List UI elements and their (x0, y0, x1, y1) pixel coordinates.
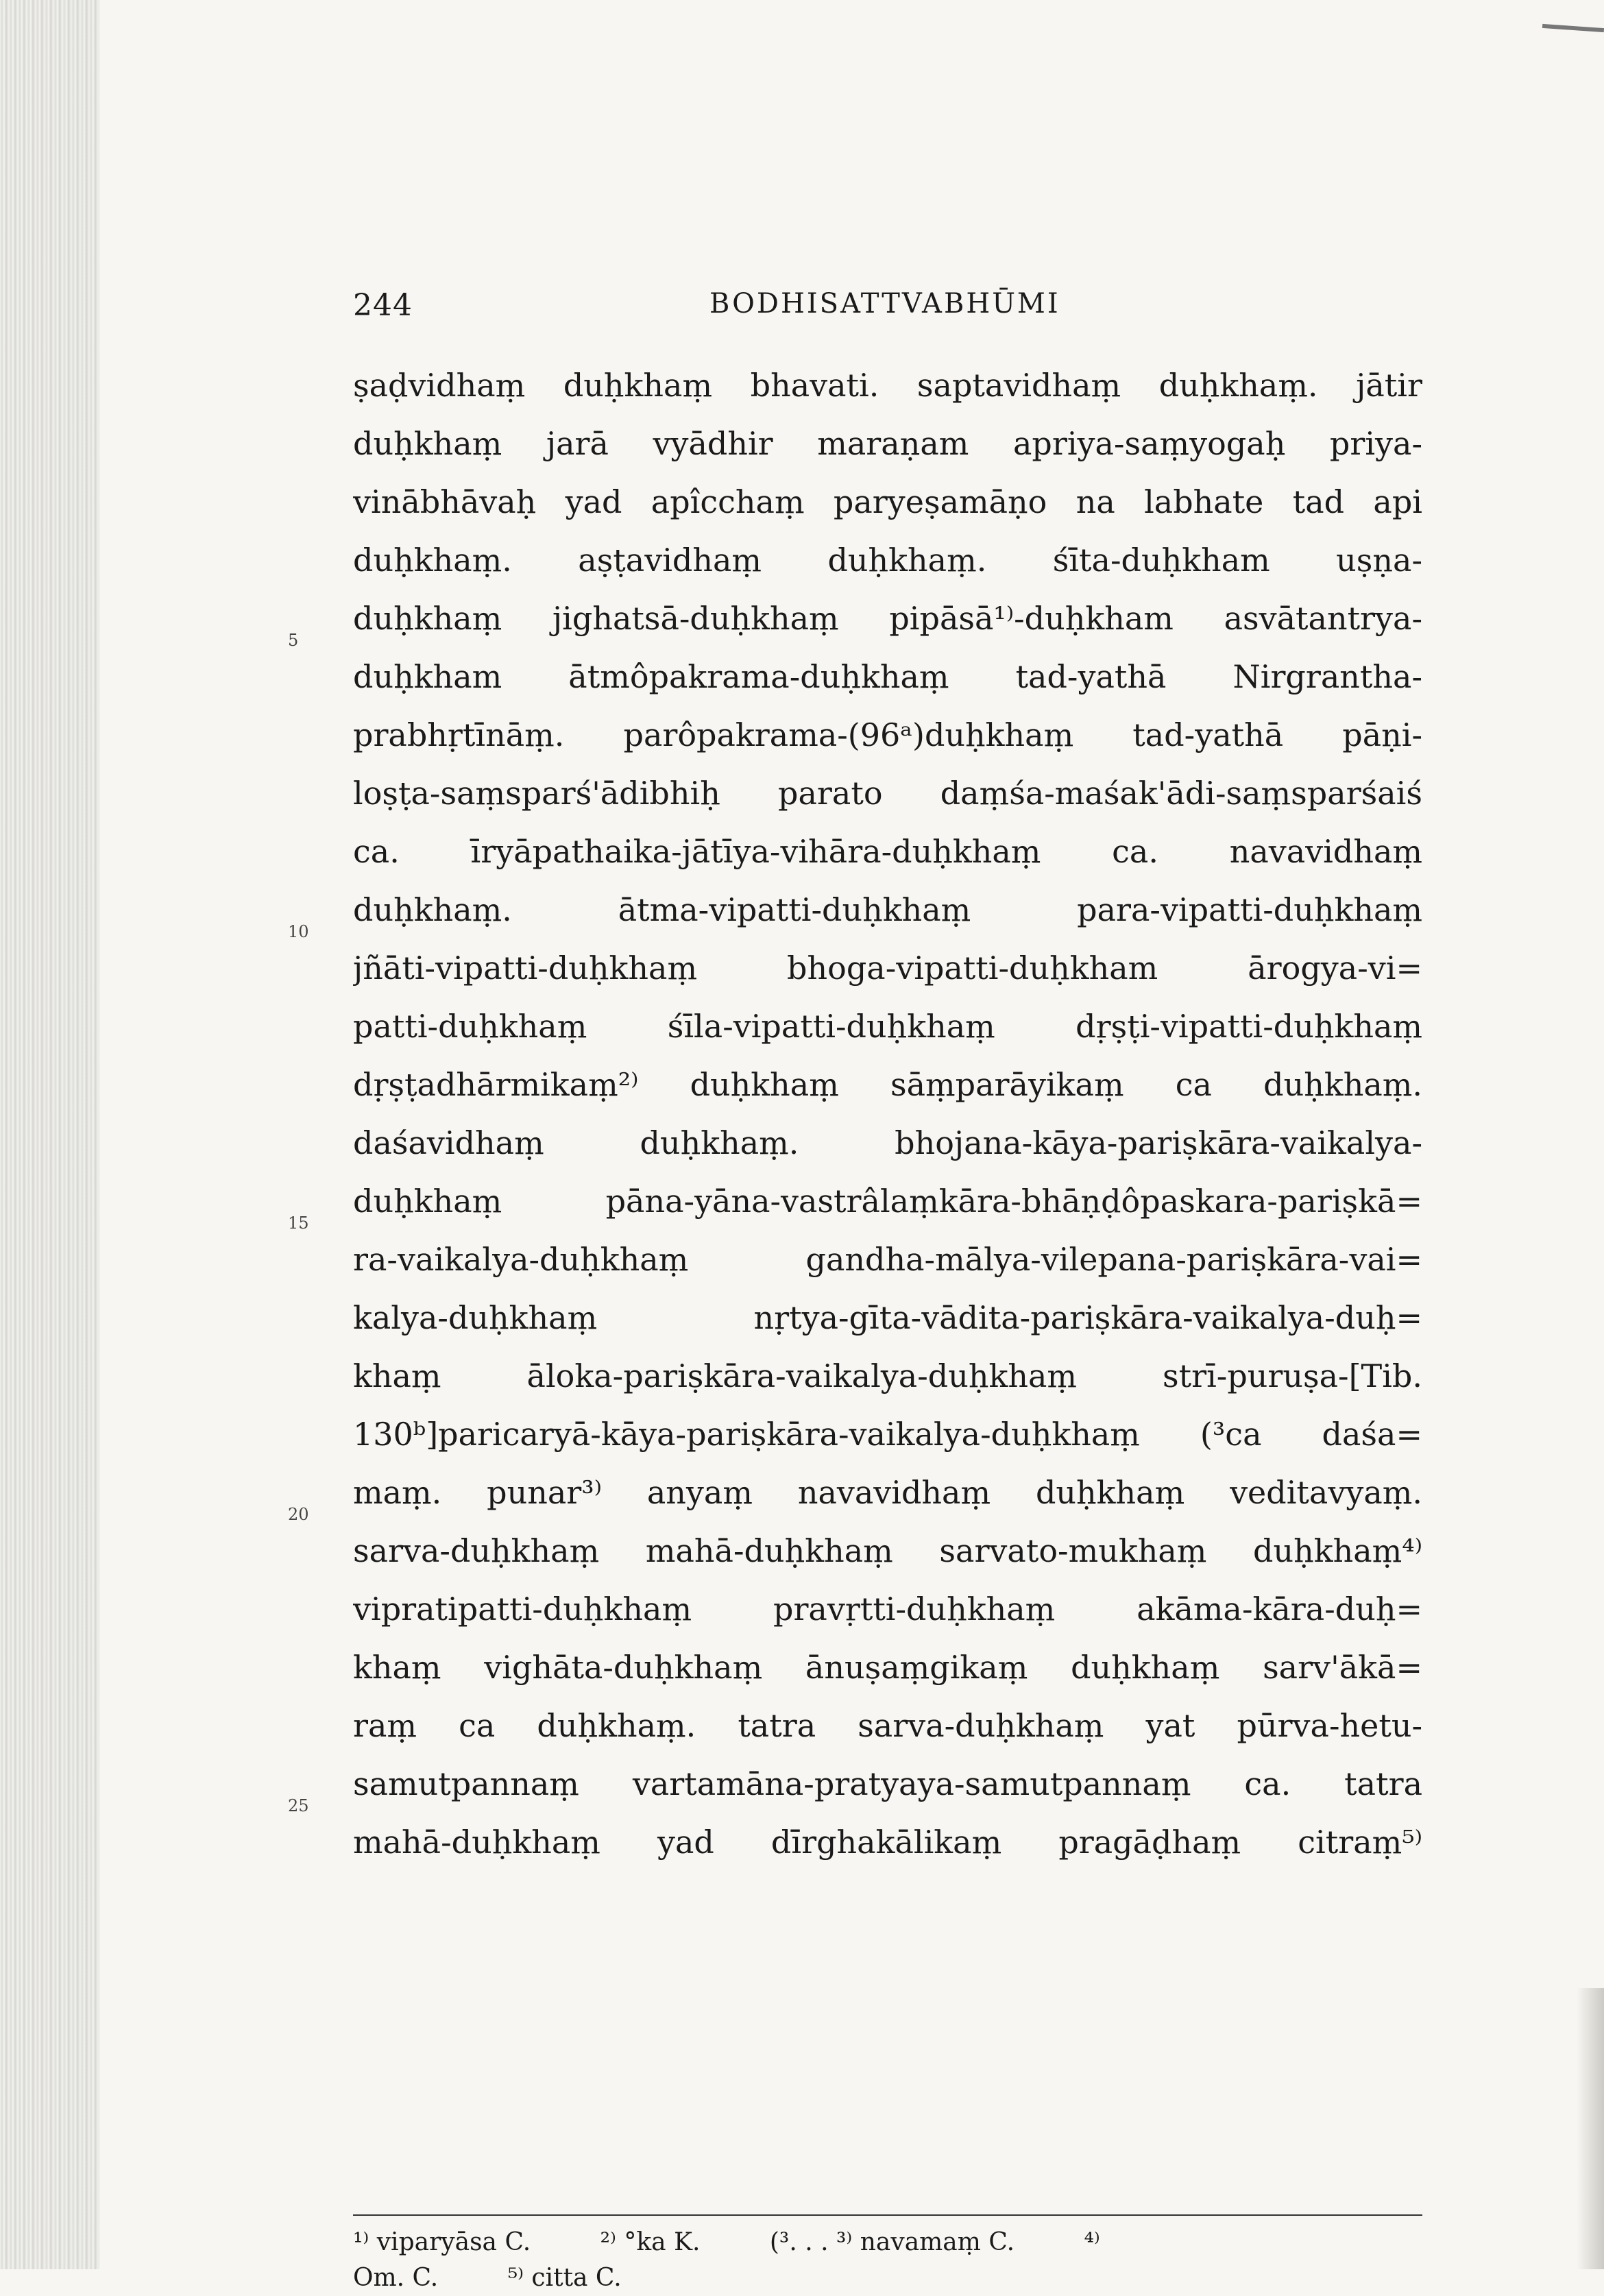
text-line: samutpannaṃ vartamāna-pratyaya-samutpannaṃ ca. tatra (353, 1765, 1422, 1802)
text-line: duḥkhaṃ pāna-yāna-vastrâlaṃkāra-bhāṇḍôpaskara-pariṣkā= (353, 1183, 1422, 1220)
text-line: daśavidhaṃ duḥkhaṃ. bhojana-kāya-pariṣkāra-vaikalya- (353, 1124, 1422, 1161)
running-title: BODHISATTVABHŪMI (709, 288, 1060, 319)
main-text (353, 357, 1422, 1872)
text-line: duḥkhaṃ. aṣṭavidhaṃ duḥkhaṃ. śīta-duḥkham uṣṇa- (353, 542, 1422, 579)
text-line: raṃ ca duḥkhaṃ. tatra sarva-duḥkhaṃ yat pūrva-hetu- (353, 1707, 1422, 1744)
line-marker-15: 15 (288, 1213, 309, 1233)
book-binding-edge (0, 0, 99, 2269)
line-marker-20: 20 (288, 1505, 309, 1524)
page-header (353, 288, 1422, 336)
scan-corner-mark (1542, 24, 1604, 32)
footnote-1: ¹⁾ viparyāsa C. (353, 2228, 531, 2256)
line-marker-25: 25 (288, 1796, 309, 1815)
text-line: 130ᵇ]paricaryā-kāya-pariṣkāra-vaikalya-duḥkhaṃ (³ca daśa= (353, 1416, 1422, 1453)
footnote-2: ²⁾ °ka K. (600, 2228, 701, 2256)
text-line: kalya-duḥkhaṃ nṛtya-gīta-vādita-pariṣkāra-vaikalya-duḥ= (353, 1299, 1422, 1336)
footnotes (353, 2225, 1422, 2296)
footnote-divider (353, 2214, 1422, 2216)
text-line: khaṃ vighāta-duḥkhaṃ ānuṣaṃgikaṃ duḥkhaṃ sarv'ākā= (353, 1649, 1422, 1686)
footnote-line (353, 2260, 1422, 2296)
text-line: jñāti-vipatti-duḥkhaṃ bhoga-vipatti-duḥkham ārogya-vi= (353, 950, 1422, 987)
text-line: loṣṭa-saṃsparś'ādibhiḥ parato daṃśa-maśak'ādi-saṃsparśaiś (353, 775, 1422, 812)
text-line: ra-vaikalya-duḥkhaṃ gandha-mālya-vilepana-pariṣkāra-vai= (353, 1241, 1422, 1278)
text-line: maṃ. punar³⁾ anyaṃ navavidhaṃ duḥkhaṃ veditavyaṃ. (353, 1474, 1422, 1511)
page-number: 244 (353, 288, 413, 323)
text-line: khaṃ āloka-pariṣkāra-vaikalya-duḥkhaṃ strī-puruṣa-[Tib. (353, 1357, 1422, 1394)
text-line: prabhṛtīnāṃ. parôpakrama-(96ᵃ)duḥkhaṃ tad-yathā pāṇi- (353, 716, 1422, 753)
text-line: duḥkhaṃ. ātma-vipatti-duḥkhaṃ para-vipatti-duḥkhaṃ (353, 891, 1422, 928)
text-line: duḥkham ātmôpakrama-duḥkhaṃ tad-yathā Nirgrantha- (353, 658, 1422, 695)
text-line: duḥkhaṃ jighatsā-duḥkhaṃ pipāsā¹⁾-duḥkham asvātantrya- (353, 600, 1422, 637)
text-line: vipratipatti-duḥkhaṃ pravṛtti-duḥkhaṃ akāma-kāra-duḥ= (353, 1591, 1422, 1628)
text-line: duḥkhaṃ jarā vyādhir maraṇam apriya-saṃyogaḥ priya- (353, 425, 1422, 462)
line-marker-5: 5 (288, 631, 299, 650)
text-line: mahā-duḥkhaṃ yad dīrghakālikaṃ pragāḍhaṃ citraṃ⁵⁾ (353, 1824, 1422, 1861)
footnote-5: ⁵⁾ citta C. (507, 2264, 622, 2292)
text-line: vinābhāvaḥ yad apîcchaṃ paryeṣamāṇo na labhate tad api (353, 483, 1422, 520)
footnote-4-text: Om. C. (353, 2264, 439, 2292)
text-line: dṛṣṭadhārmikaṃ²⁾ duḥkhaṃ sāṃparāyikaṃ ca duḥkhaṃ. (353, 1066, 1422, 1103)
footnote-4-marker: ⁴⁾ (1084, 2228, 1100, 2256)
footnote-line (353, 2225, 1422, 2260)
page-edge-shadow (1577, 1988, 1604, 2269)
text-line: patti-duḥkhaṃ śīla-vipatti-duḥkhaṃ dṛṣṭi-vipatti-duḥkhaṃ (353, 1008, 1422, 1045)
text-line: ṣaḍvidhaṃ duḥkhaṃ bhavati. saptavidhaṃ duḥkhaṃ. jātir (353, 367, 1422, 404)
text-line: ca. īryāpathaika-jātīya-vihāra-duḥkhaṃ ca. navavidhaṃ (353, 833, 1422, 870)
line-marker-10: 10 (288, 922, 309, 941)
footnote-3: (³. . . ³⁾ navamaṃ C. (769, 2228, 1015, 2256)
text-line: sarva-duḥkhaṃ mahā-duḥkhaṃ sarvato-mukhaṃ duḥkhaṃ⁴⁾ (353, 1532, 1422, 1569)
